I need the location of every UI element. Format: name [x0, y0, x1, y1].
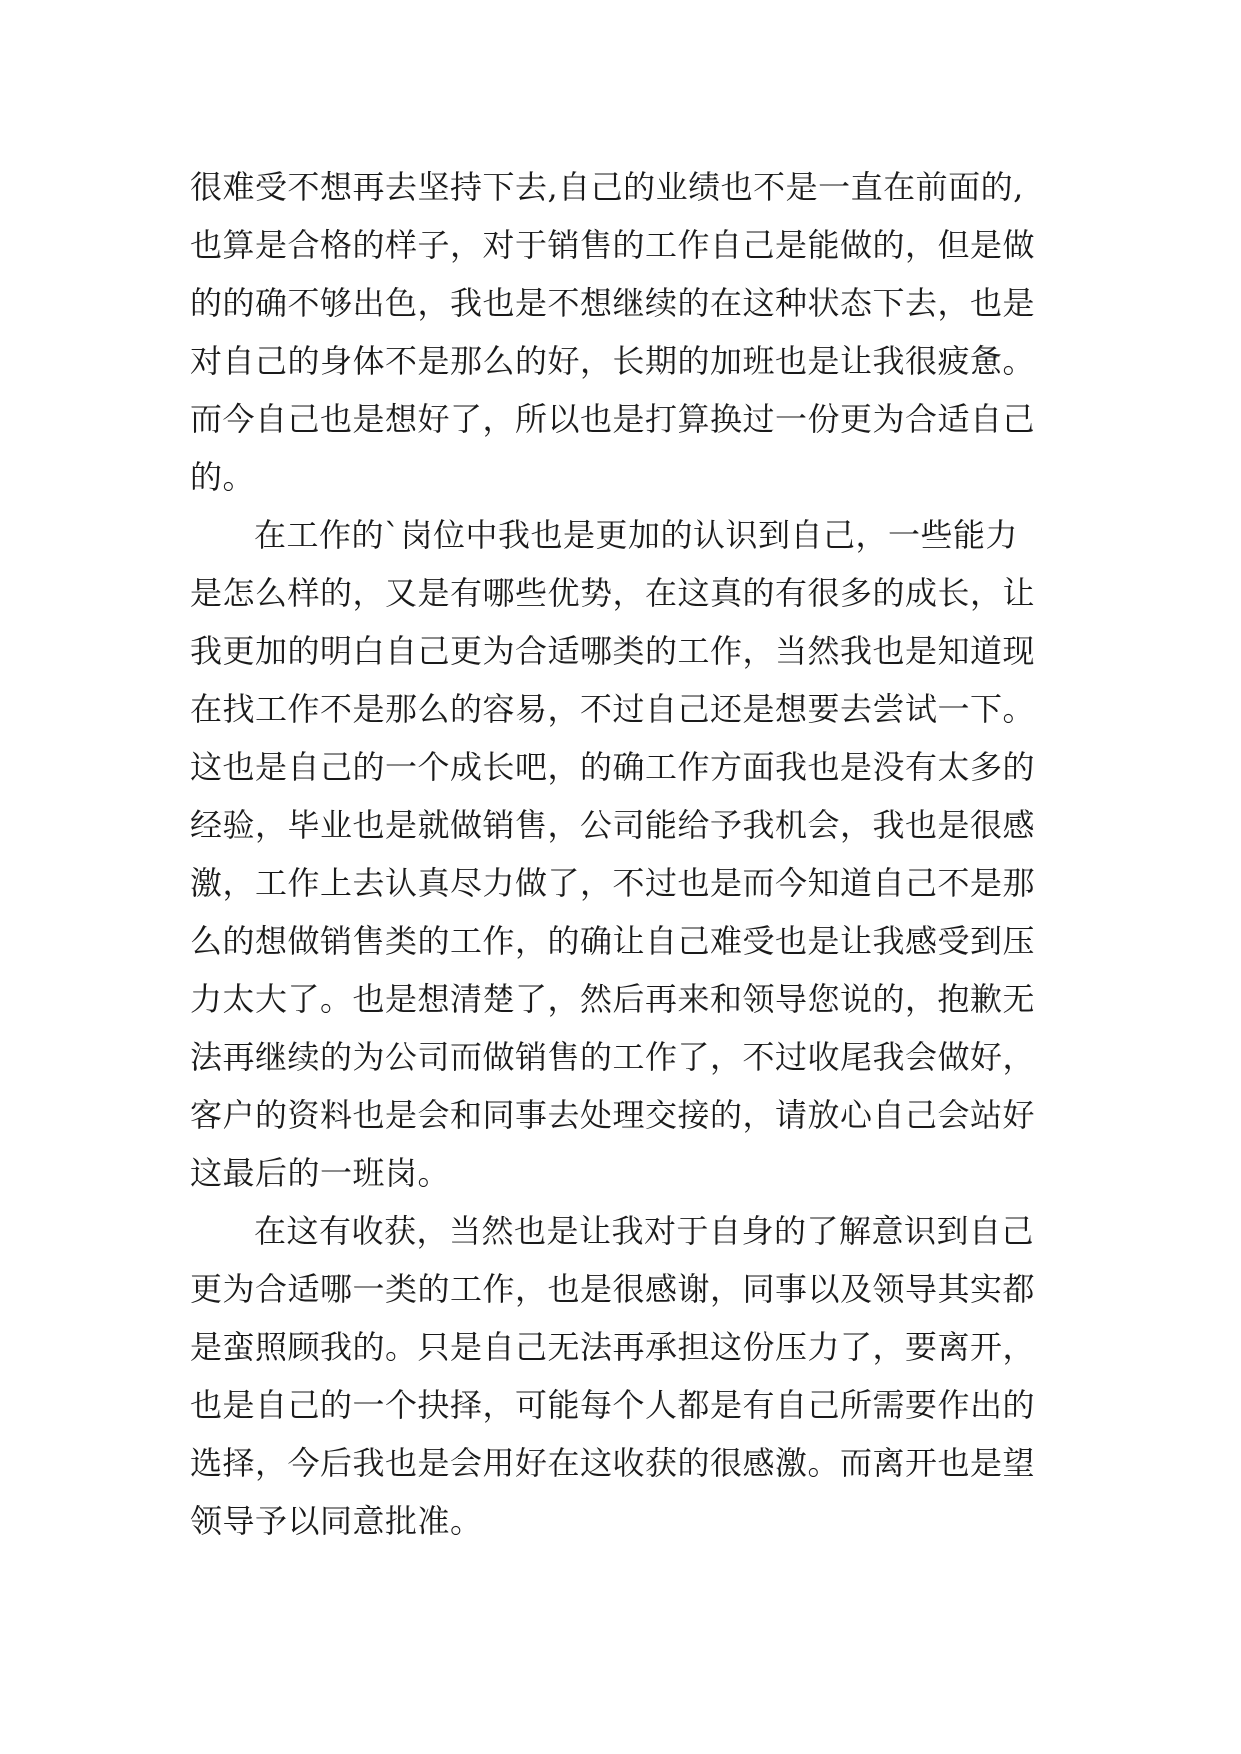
paragraph	[190, 506, 1090, 1202]
text-line: 在这有收获，当然也是让我对于自身的了解意识到自己	[254, 1212, 1035, 1250]
text-line: 是蛮照顾我的。只是自己无法再承担这份压力了，要离开，	[190, 1328, 1036, 1366]
text-line: 这最后的一班岗。	[190, 1154, 451, 1192]
text-line: 对自己的身体不是那么的好，长期的加班也是让我很疲惫。	[190, 342, 1036, 380]
text-line: 领导予以同意批准。	[190, 1502, 483, 1540]
text-line: 而今自己也是想好了，所以也是打算换过一份更为合适自己	[190, 400, 1036, 438]
text-line: 经验，毕业也是就做销售，公司能给予我机会，我也是很感	[190, 806, 1036, 844]
text-line: 的的确不够出色，我也是不想继续的在这种状态下去，也是	[190, 284, 1036, 322]
text-line: 我更加的明白自己更为合适哪类的工作，当然我也是知道现	[190, 632, 1036, 670]
text-line: 么的想做销售类的工作，的确让自己难受也是让我感受到压	[190, 922, 1036, 960]
text-line: 激，工作上去认真尽力做了，不过也是而今知道自己不是那	[190, 864, 1036, 902]
text-line: 在工作的`岗位中我也是更加的认识到自己，一些能力	[254, 516, 1019, 554]
document-body	[190, 158, 1090, 1550]
text-line: 力太大了。也是想清楚了，然后再来和领导您说的，抱歉无	[190, 980, 1036, 1018]
paragraph	[190, 158, 1090, 506]
text-line: 是怎么样的，又是有哪些优势，在这真的有很多的成长，让	[190, 574, 1036, 612]
text-line: 很难受不想再去坚持下去,自己的业绩也不是一直在前面的,	[190, 168, 1024, 206]
text-line: 更为合适哪一类的工作，也是很感谢，同事以及领导其实都	[190, 1270, 1036, 1308]
paragraph	[190, 1202, 1090, 1550]
text-line: 这也是自己的一个成长吧，的确工作方面我也是没有太多的	[190, 748, 1036, 786]
text-line: 选择，今后我也是会用好在这收获的很感激。而离开也是望	[190, 1444, 1036, 1482]
text-line: 在找工作不是那么的容易，不过自己还是想要去尝试一下。	[190, 690, 1036, 728]
text-line: 也算是合格的样子，对于销售的工作自己是能做的，但是做	[190, 226, 1036, 264]
text-line: 法再继续的为公司而做销售的工作了，不过收尾我会做好，	[190, 1038, 1036, 1076]
text-line: 也是自己的一个抉择，可能每个人都是有自己所需要作出的	[190, 1386, 1036, 1424]
text-line: 的。	[190, 458, 256, 496]
text-line: 客户的资料也是会和同事去处理交接的，请放心自己会站好	[190, 1096, 1036, 1134]
